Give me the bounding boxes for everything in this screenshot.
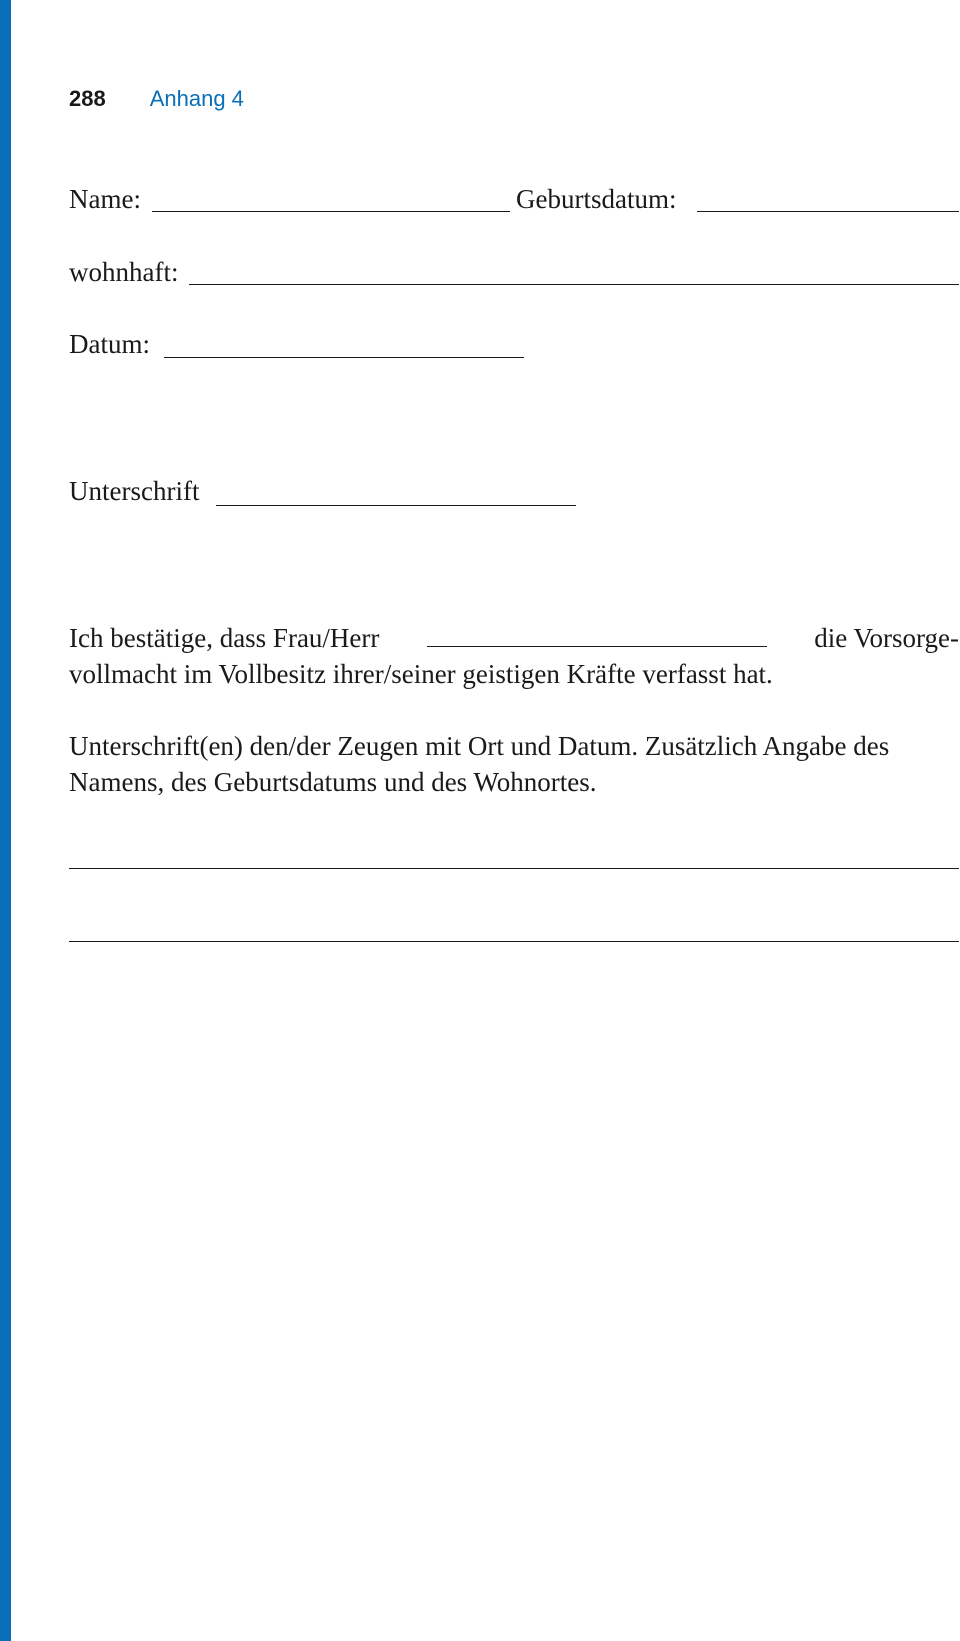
confirmation-paragraph: [69, 620, 959, 692]
residence-row: [69, 256, 178, 288]
date-label: Datum:: [69, 329, 150, 359]
side-accent-bar: [0, 0, 11, 1641]
confirmation-text-start: Ich bestätige, dass Frau/Herr: [69, 623, 380, 653]
residence-label: wohnhaft:: [69, 257, 179, 287]
witness-signature-line-1[interactable]: [69, 868, 959, 869]
signature-field-line[interactable]: [216, 505, 576, 506]
witness-line-2: Namens, des Geburtsdatums und des Wohnortes.: [69, 767, 597, 797]
date-field-line[interactable]: [164, 357, 524, 358]
birthdate-label: Geburtsdatum:: [516, 184, 677, 214]
confirmation-line-1: [69, 620, 959, 656]
witness-signature-line-2[interactable]: [69, 941, 959, 942]
confirmation-line-2: vollmacht im Vollbesitz ihrer/seiner geistigen Kräfte verfasst hat.: [69, 659, 773, 689]
date-row: [69, 328, 150, 360]
page-header: [69, 86, 244, 112]
signature-row: [69, 475, 199, 507]
signature-label: Unterschrift: [69, 476, 200, 506]
name-label: Name:: [69, 184, 141, 214]
witness-line-1: Unterschrift(en) den/der Zeugen mit Ort und Datum. Zusätzlich Angabe des: [69, 731, 890, 761]
birthdate-row: [516, 183, 676, 215]
birthdate-field-line[interactable]: [697, 211, 959, 212]
name-field-line[interactable]: [152, 211, 510, 212]
residence-field-line[interactable]: [189, 284, 959, 285]
confirmation-text-end: die Vorsorge-: [814, 623, 959, 653]
name-row: [69, 183, 141, 215]
witness-paragraph: [69, 728, 959, 800]
section-title: Anhang 4: [149, 86, 244, 111]
page-number: 288: [69, 86, 106, 111]
person-name-field-line[interactable]: [427, 626, 767, 647]
